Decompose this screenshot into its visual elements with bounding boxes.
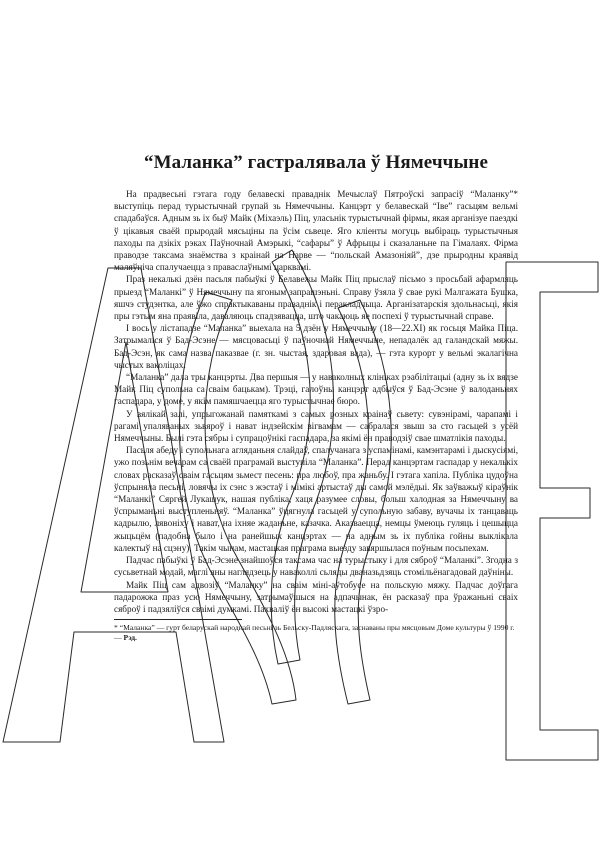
paragraph-8: Майк Піц сам адвозіў “Маланку” на сваім міні-аўтобусе на польскую мяжу. Падчас доўгага падарожжа праз усю Нямеччыну, затрымаўшыся на адпачынак, ён расказаў пра ўражаньні сваіх сяброў і падзяліўся сваімі думкамі. Пахваліў ён высокі мастацкі ўзро- [114, 579, 518, 614]
paragraph-5: У вялікай залі, упрыгожанай памяткамі з самых розных краінаў сьвету: сувэнірамі, чарапамі і рагамі упаляваных зьвяроў і нават індзейскім вігвамам — сабралася звыш за сто гасьцей з усёй Нямеччыны. Былі гэта сябры і супрацоўнікі гаспадара, за якімі ён праводзіў свае шматлікія паходы. [114, 408, 518, 444]
paragraph-7: Падчас пабыўкі ў Бад-Эсэне знайшоўся таксама час на турыстыку і для сяброў “Маланкі”. Згодна з сусьветнай модай, маглі яны наглядзець у наваколлі сьляды дваназьдзяць стомільёнагадовай даўніны. [114, 555, 518, 578]
footnote-text: * “Маланка” — гурт беларускай народнай песьні зь Бельску-Падляскага, заснаваны пры мясцовым Доме культуры ў 1990 г. — [114, 623, 515, 643]
footnote [114, 623, 518, 643]
footnote-editor-mark: Рэд. [123, 633, 137, 643]
watermark-letter-right [506, 262, 598, 760]
paragraph-6: Пасьля абеду і супольнага агляданьня слайдаў, спалучанага з успамінамі, камэнтарамі і дыскусіямі, ужо позьнім вечарам са сваёй праграмай выступіла “Маланка”. Перад канцэртам гаспадар у некалькіх словах расказаў сваім гасьцям зьмест песень: пра любоў, пра жаньбу. І гэтага хапіла. Публіка цудоўна ўспрыняла песьні, ловячы іх сэнс з жэстаў і мімікі артыстаў ды самой мэлёдыі. Як заўважыў кіраўнік “Маланкі” Сяргей Лукашук, нашая публіка, хаця разумее словы, больш халодная за Нямеччыну ва ўспрыманьні выступленьняў. “Маланка” ўцягнула гасьцей у супольную забаву, вучачы іх танцаваць кадрылю, лявоніху і нават, на іхняе жаданьне, казачка. Аказваецца, немцы ўмеюць гуляць і цешыцца жыцьцём (падобна было і на ранейшых канцэртах — на адным зь іх публіка гойны выклікала калектыў на сцэну). Такім чынам, мастацкая праграма выезду завяршылася поўным посьпехам. [114, 445, 518, 553]
paragraph-1: На прадвесьні гэтага году белавескі праваднік Мечыслаў Пятроўскі запрасіў “Маланку”* выступіць перад турыстычнай групай зь Нямеччыны. Канцэрт у белавескай “Іве” гасьцям вельмі спадабаўся. Адным зь іх быў Майк (Міхаэль) Піц, уласьнік турыстычнай фірмы, якая арганізуе паездкі ў цікавыя сваёй прыродай мясьціны па ўсім сьвеце. Яго кліенты могуць выбіраць турыстычныя паходы па дзікіх рэках Паўночнай Амэрыкі, “сафары” ў Афрыцы і сказаланьне па Гімалаях. Фірма праводзе таксама знаёмства з краінай на Нарве — “польскай Амазоніяй”, дзе прыродны краявід маляўніча спалучаецца з праваслаўнымі царквамі. [114, 189, 518, 273]
paragraph-2: Праз некалькі дзён пасьля пабыўкі ў Белавежы Майк Піц прыслаў пісьмо з просьбай афармляць прыезд “Маланкі” ў Нямеччыну па ягоным запрашэньні. Справу ўзяла ў свае рукі Малгажата Бушка, яшчэ студэнтка, але ўжо спрактыкаваны праваднік і перакладчыца. Арганізатарскія здольнасьці, якія пры гэтым яна праявіла, даваляюць спадзявацца, што чакаюць яе поспехі ў турыстычнай справе. [114, 274, 518, 322]
article [114, 152, 518, 643]
article-title: “Маланка” гастралявала ў Нямеччыне [143, 152, 488, 173]
footnote-divider [114, 619, 242, 620]
paragraph-4: “Маланка” дала тры канцэрты. Два першыя — у наваколных клініках рэабілітацыі (адну зь іх вядзе Майк Піц супольна са сваім бацькам). Трэці, галоўны канцэрт адбыўся ў Бад-Эсэне ў валоданьнях гаспадара, у доме, у якім памяшчаецца яго турыстычнае бюро. [114, 372, 518, 407]
paragraph-3: І вось у лістападзе “Маланка” выехала на 5 дзён у Нямеччыну (18—22.XI) як госьця Майка Піца. Затрымаліся ў Бад-Эсэне — мясцовасьці ў паўночнай Нямеччыне, непадалёк ад галандскай мяжы. Бад-Эсэн, як сама назва паказвае (г. зн. чыстая, здаровая вада), — гэта курорт у вельмі экалагічна чыстых ваколіцах. [114, 323, 518, 370]
